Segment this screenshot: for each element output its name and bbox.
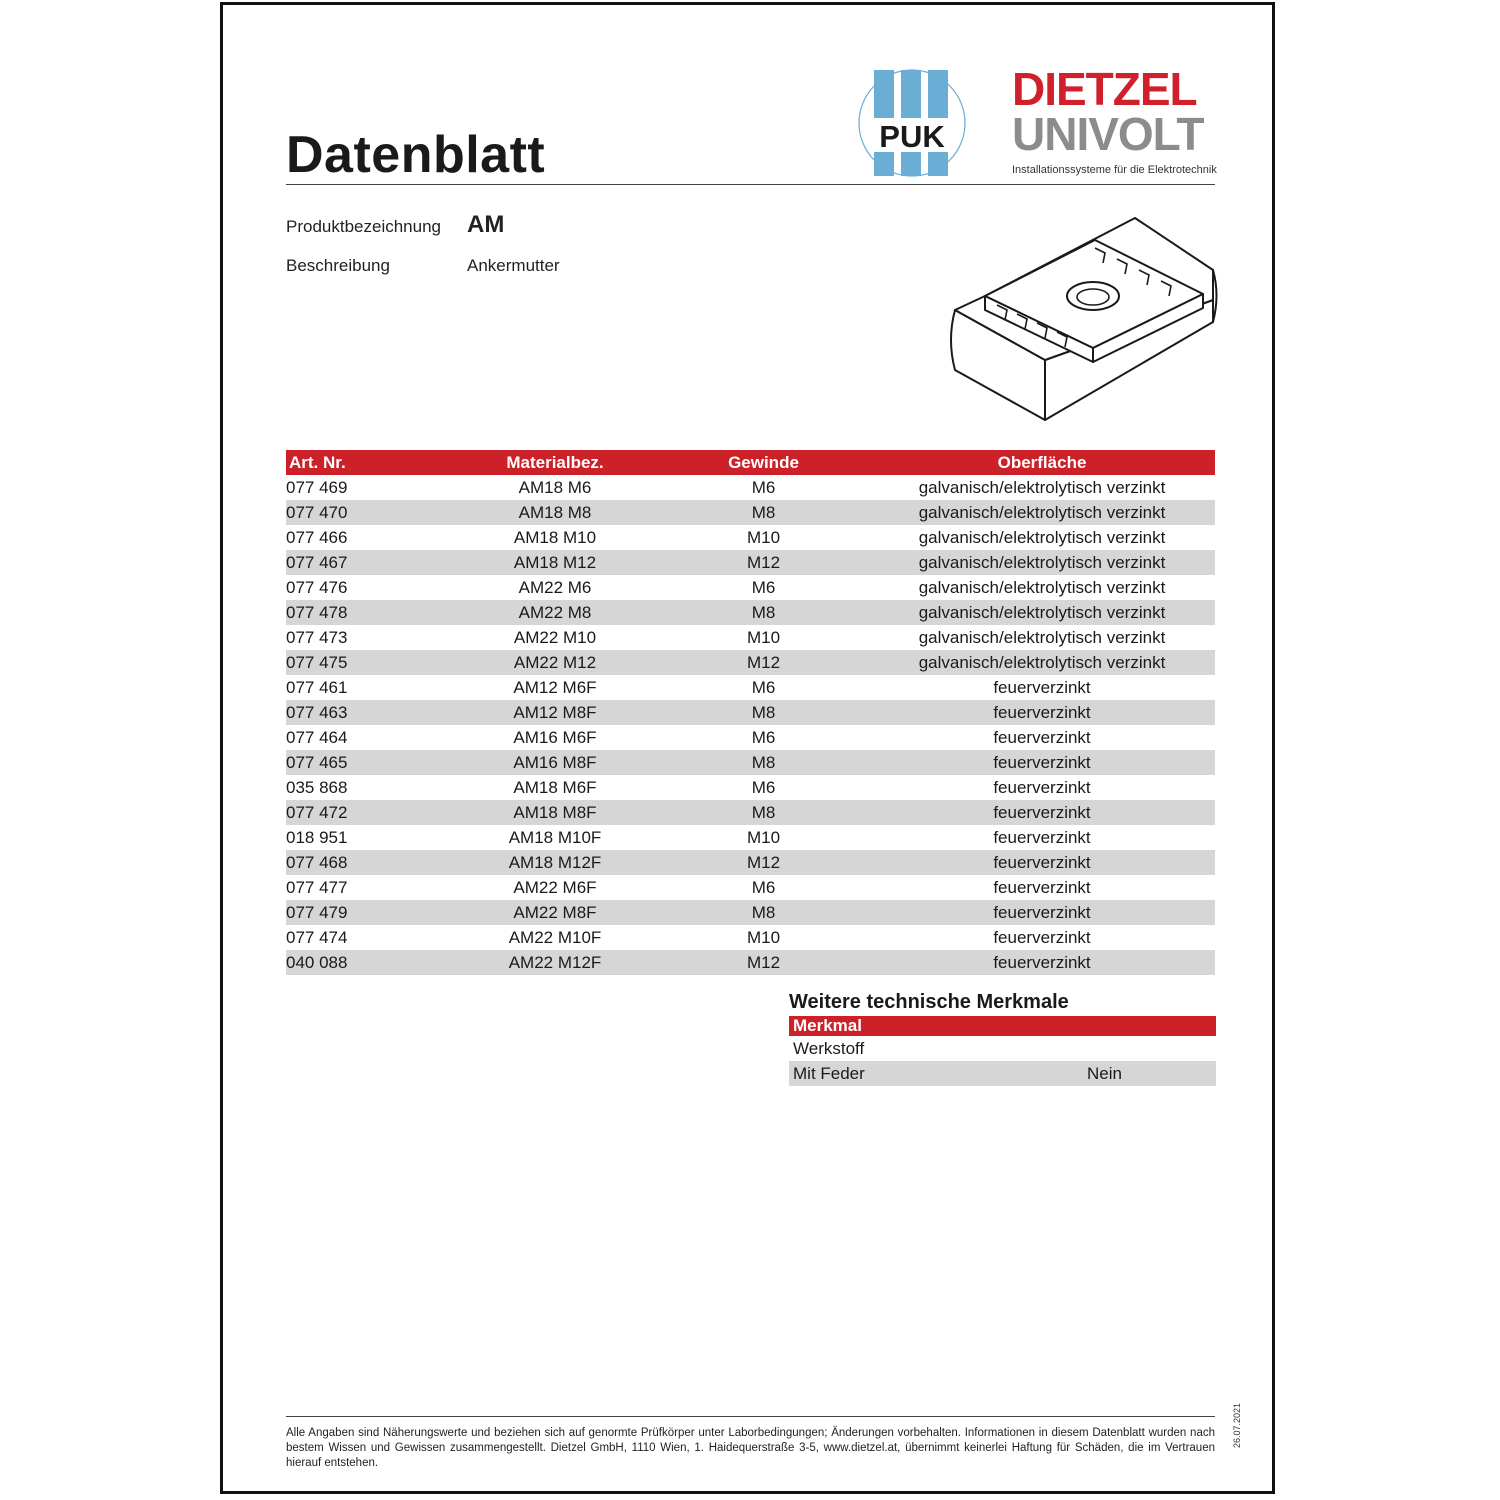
materialbez-cell: AM12 M6F	[513, 678, 597, 697]
table-row	[286, 550, 1215, 575]
feature-label: Mit Feder	[789, 1061, 1087, 1086]
oberflaeche-cell: feuerverzinkt	[993, 878, 1091, 897]
materialbez-cell: AM22 M12	[452, 650, 658, 675]
art-nr-cell: 077 466	[286, 528, 348, 547]
product-name-value: AM	[467, 211, 505, 238]
oberflaeche-cell: galvanisch/elektrolytisch verzinkt	[869, 650, 1215, 675]
gewinde-cell: M8	[658, 900, 869, 925]
art-nr-cell: 077 479	[286, 900, 452, 925]
materialbez-cell: AM18 M8	[452, 500, 658, 525]
gewinde-cell: M10	[746, 628, 781, 647]
art-nr-cell: 035 868	[286, 778, 348, 797]
document-date: 26.07.2021	[1232, 1402, 1242, 1448]
feature-value: Nein	[1087, 1061, 1216, 1086]
title-divider	[286, 184, 1215, 185]
anchor-nut-illustration	[945, 210, 1220, 425]
gewinde-cell: M8	[658, 750, 869, 775]
art-nr-cell: 040 088	[286, 950, 452, 975]
table-row	[286, 500, 1215, 525]
features-table	[789, 1016, 1216, 1086]
gewinde-cell: M8	[658, 500, 869, 525]
materialbez-cell: AM16 M6F	[513, 728, 597, 747]
gewinde-cell: M10	[746, 928, 781, 947]
footer-disclaimer: Alle Angaben sind Näherungswerte und beziehen sich auf genormte Prüfkörper unter Laborbedingungen; Änderungen vorbehalten. Informationen in diesem Datenblatt wurden nach bestem Wissen und Gewissen zusammengestellt. Dietzel GmbH, 1110 Wien, 1. Haidequerstraße 3-5, www.dietzel.at, übernimmt keinerlei Haftung für Schäden, die im Vertrauen hierauf entstehen.	[286, 1427, 1215, 1469]
gewinde-cell: M12	[658, 550, 869, 575]
gewinde-cell: M6	[751, 878, 776, 897]
table-row	[286, 600, 1215, 625]
oberflaeche-cell: feuerverzinkt	[869, 900, 1215, 925]
table-row	[286, 675, 1215, 700]
table-row	[286, 525, 1215, 550]
footer-divider	[286, 1416, 1215, 1417]
gewinde-cell: M6	[751, 678, 776, 697]
art-nr-cell: 077 477	[286, 878, 348, 897]
oberflaeche-cell: feuerverzinkt	[869, 700, 1215, 725]
materialbez-cell: AM18 M12	[452, 550, 658, 575]
materialbez-cell: AM18 M8F	[452, 800, 658, 825]
art-nr-cell: 077 463	[286, 700, 452, 725]
oberflaeche-cell: galvanisch/elektrolytisch verzinkt	[918, 478, 1166, 497]
article-table	[286, 450, 1215, 975]
gewinde-cell: M6	[751, 478, 776, 497]
gewinde-cell: M12	[658, 650, 869, 675]
art-nr-cell: 077 472	[286, 800, 452, 825]
gewinde-cell: M10	[746, 528, 781, 547]
art-nr-cell: 077 468	[286, 850, 452, 875]
puk-logo	[856, 68, 968, 178]
table-row	[286, 625, 1215, 650]
table-row	[286, 900, 1215, 925]
materialbez-cell: AM16 M8F	[452, 750, 658, 775]
product-name-label: Produktbezeichnung	[286, 217, 442, 236]
materialbez-cell: AM18 M6	[518, 478, 592, 497]
oberflaeche-cell: galvanisch/elektrolytisch verzinkt	[869, 550, 1215, 575]
table-row	[286, 875, 1215, 900]
gewinde-cell: M8	[658, 700, 869, 725]
table-row	[286, 950, 1215, 975]
materialbez-cell: AM12 M8F	[452, 700, 658, 725]
gewinde-cell: M6	[751, 778, 776, 797]
feature-row	[789, 1061, 1216, 1086]
oberflaeche-cell: galvanisch/elektrolytisch verzinkt	[918, 628, 1166, 647]
header-oberflaeche: Oberfläche	[869, 450, 1215, 475]
art-nr-cell: 077 465	[286, 750, 452, 775]
feature-value	[1087, 1036, 1216, 1061]
feature-label: Werkstoff	[793, 1039, 865, 1058]
product-description-label: Beschreibung	[286, 256, 390, 275]
table-row	[286, 775, 1215, 800]
logo-tagline: Installationssysteme für die Elektrotechnik	[1012, 164, 1217, 176]
oberflaeche-cell: feuerverzinkt	[869, 950, 1215, 975]
art-nr-cell: 077 469	[286, 478, 348, 497]
oberflaeche-cell: feuerverzinkt	[869, 750, 1215, 775]
header-gewinde: Gewinde	[658, 450, 869, 475]
table-row	[286, 700, 1215, 725]
gewinde-cell: M12	[658, 950, 869, 975]
oberflaeche-cell: feuerverzinkt	[869, 850, 1215, 875]
gewinde-cell: M10	[746, 828, 781, 847]
logo-dietzel-text: DIETZEL	[1012, 63, 1197, 115]
oberflaeche-cell: feuerverzinkt	[869, 800, 1215, 825]
materialbez-cell: AM22 M12F	[452, 950, 658, 975]
page-title: Datenblatt	[286, 126, 546, 184]
table-row	[286, 750, 1215, 775]
oberflaeche-cell: galvanisch/elektrolytisch verzinkt	[918, 578, 1166, 597]
oberflaeche-cell: galvanisch/elektrolytisch verzinkt	[918, 528, 1166, 547]
materialbez-cell: AM22 M10F	[508, 928, 602, 947]
product-description-value: Ankermutter	[467, 256, 560, 275]
table-row	[286, 800, 1215, 825]
materialbez-cell: AM18 M10F	[508, 828, 602, 847]
art-nr-cell: 077 470	[286, 500, 452, 525]
puk-logo-text: PUK	[879, 119, 945, 154]
table-row	[286, 850, 1215, 875]
article-table-header	[286, 450, 1215, 475]
art-nr-cell: 077 467	[286, 550, 452, 575]
oberflaeche-cell: galvanisch/elektrolytisch verzinkt	[869, 600, 1215, 625]
art-nr-cell: 077 478	[286, 600, 452, 625]
oberflaeche-cell: galvanisch/elektrolytisch verzinkt	[869, 500, 1215, 525]
materialbez-cell: AM22 M10	[513, 628, 597, 647]
oberflaeche-cell: feuerverzinkt	[993, 928, 1091, 947]
header-art-nr: Art. Nr.	[286, 450, 452, 475]
feature-row	[789, 1036, 1216, 1061]
oberflaeche-cell: feuerverzinkt	[993, 828, 1091, 847]
gewinde-cell: M8	[658, 600, 869, 625]
table-row	[286, 575, 1215, 600]
materialbez-cell: AM18 M10	[513, 528, 597, 547]
art-nr-cell: 077 473	[286, 628, 348, 647]
table-row	[286, 650, 1215, 675]
oberflaeche-cell: feuerverzinkt	[993, 728, 1091, 747]
table-row	[286, 475, 1215, 500]
materialbez-cell: AM18 M6F	[513, 778, 597, 797]
gewinde-cell: M6	[751, 578, 776, 597]
features-header: Merkmal	[789, 1016, 1216, 1036]
dietzel-univolt-logo	[1012, 63, 1217, 180]
materialbez-cell: AM22 M8F	[452, 900, 658, 925]
art-nr-cell: 077 464	[286, 728, 348, 747]
logo-univolt-text: UNIVOLT	[1012, 108, 1204, 160]
materialbez-cell: AM18 M12F	[452, 850, 658, 875]
gewinde-cell: M8	[658, 800, 869, 825]
table-row	[286, 725, 1215, 750]
table-row	[286, 925, 1215, 950]
oberflaeche-cell: feuerverzinkt	[993, 778, 1091, 797]
gewinde-cell: M12	[658, 850, 869, 875]
art-nr-cell: 077 475	[286, 650, 452, 675]
art-nr-cell: 077 474	[286, 928, 348, 947]
features-title: Weitere technische Merkmale	[789, 991, 1069, 1013]
oberflaeche-cell: feuerverzinkt	[993, 678, 1091, 697]
materialbez-cell: AM22 M6F	[513, 878, 597, 897]
art-nr-cell: 077 476	[286, 578, 348, 597]
gewinde-cell: M6	[751, 728, 776, 747]
header-materialbez: Materialbez.	[452, 450, 658, 475]
materialbez-cell: AM22 M8	[452, 600, 658, 625]
table-row	[286, 825, 1215, 850]
art-nr-cell: 077 461	[286, 678, 348, 697]
art-nr-cell: 018 951	[286, 828, 348, 847]
materialbez-cell: AM22 M6	[518, 578, 592, 597]
